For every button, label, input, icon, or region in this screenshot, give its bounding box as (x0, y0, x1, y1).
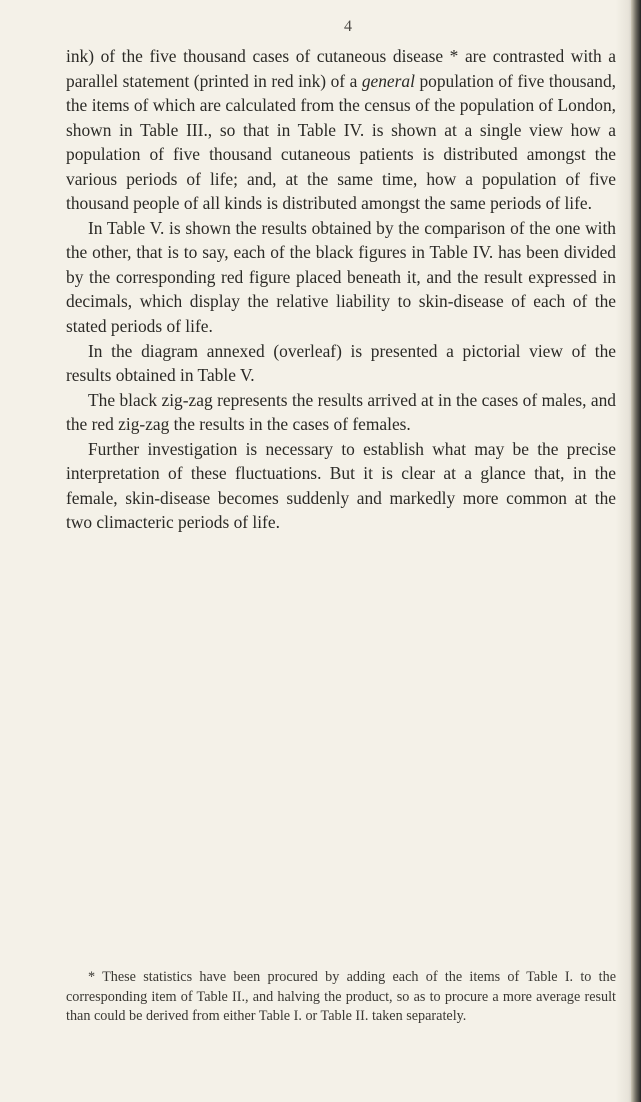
paragraph-3: In the diagram annexed (overleaf) is presented a pictorial view of the results obtained in Table V. (66, 340, 616, 386)
paragraph-1-part-2: population of five thousand, the items of which are calculated from the census of the population of London, shown in Table III., so that in Table IV. is shown at a single view how a population of five thousand cutaneous patients is distributed amongst the various periods of life; and, at the same time, how a population of five thousand people of all kinds is distributed amongst the same periods of life. (66, 70, 616, 214)
paragraph-1-part-1: ink) of the five thousand cases of cutaneous disease * are contrasted with a parallel statement (printed in red ink) of a (66, 46, 616, 91)
paragraph-4: The black zig-zag represents the results arrived at in the cases of males, and the red zig-zag the results in the cases of females. (66, 389, 616, 435)
body-text (66, 44, 616, 535)
emphasized-word: general (361, 70, 415, 91)
footnote-text: * These statistics have been procured by adding each of the items of Table I. to the corresponding item of Table II., and halving the product, so as to procure a more average result than could be derived from either Table I. or Table II. taken separately. (66, 969, 616, 1025)
paragraph-1 (66, 44, 616, 216)
paragraph-2: In Table V. is shown the results obtained by the comparison of the one with the other, that is to say, each of the black figures in Table IV. has been divided by the corresponding red figure placed beneath it, and the result expressed in decimals, which display the relative liability to skin-disease of each of the stated periods of life. (66, 217, 616, 337)
footnote (66, 968, 616, 1027)
page-edge-shadow (631, 0, 641, 1102)
paragraph-5: Further investigation is necessary to establish what may be the precise interpretation of these fluctuations. But it is clear at a glance that, in the female, skin-disease becomes suddenly and markedly more common at the two climacteric periods of life. (66, 438, 616, 533)
page-number: 4 (344, 18, 352, 35)
